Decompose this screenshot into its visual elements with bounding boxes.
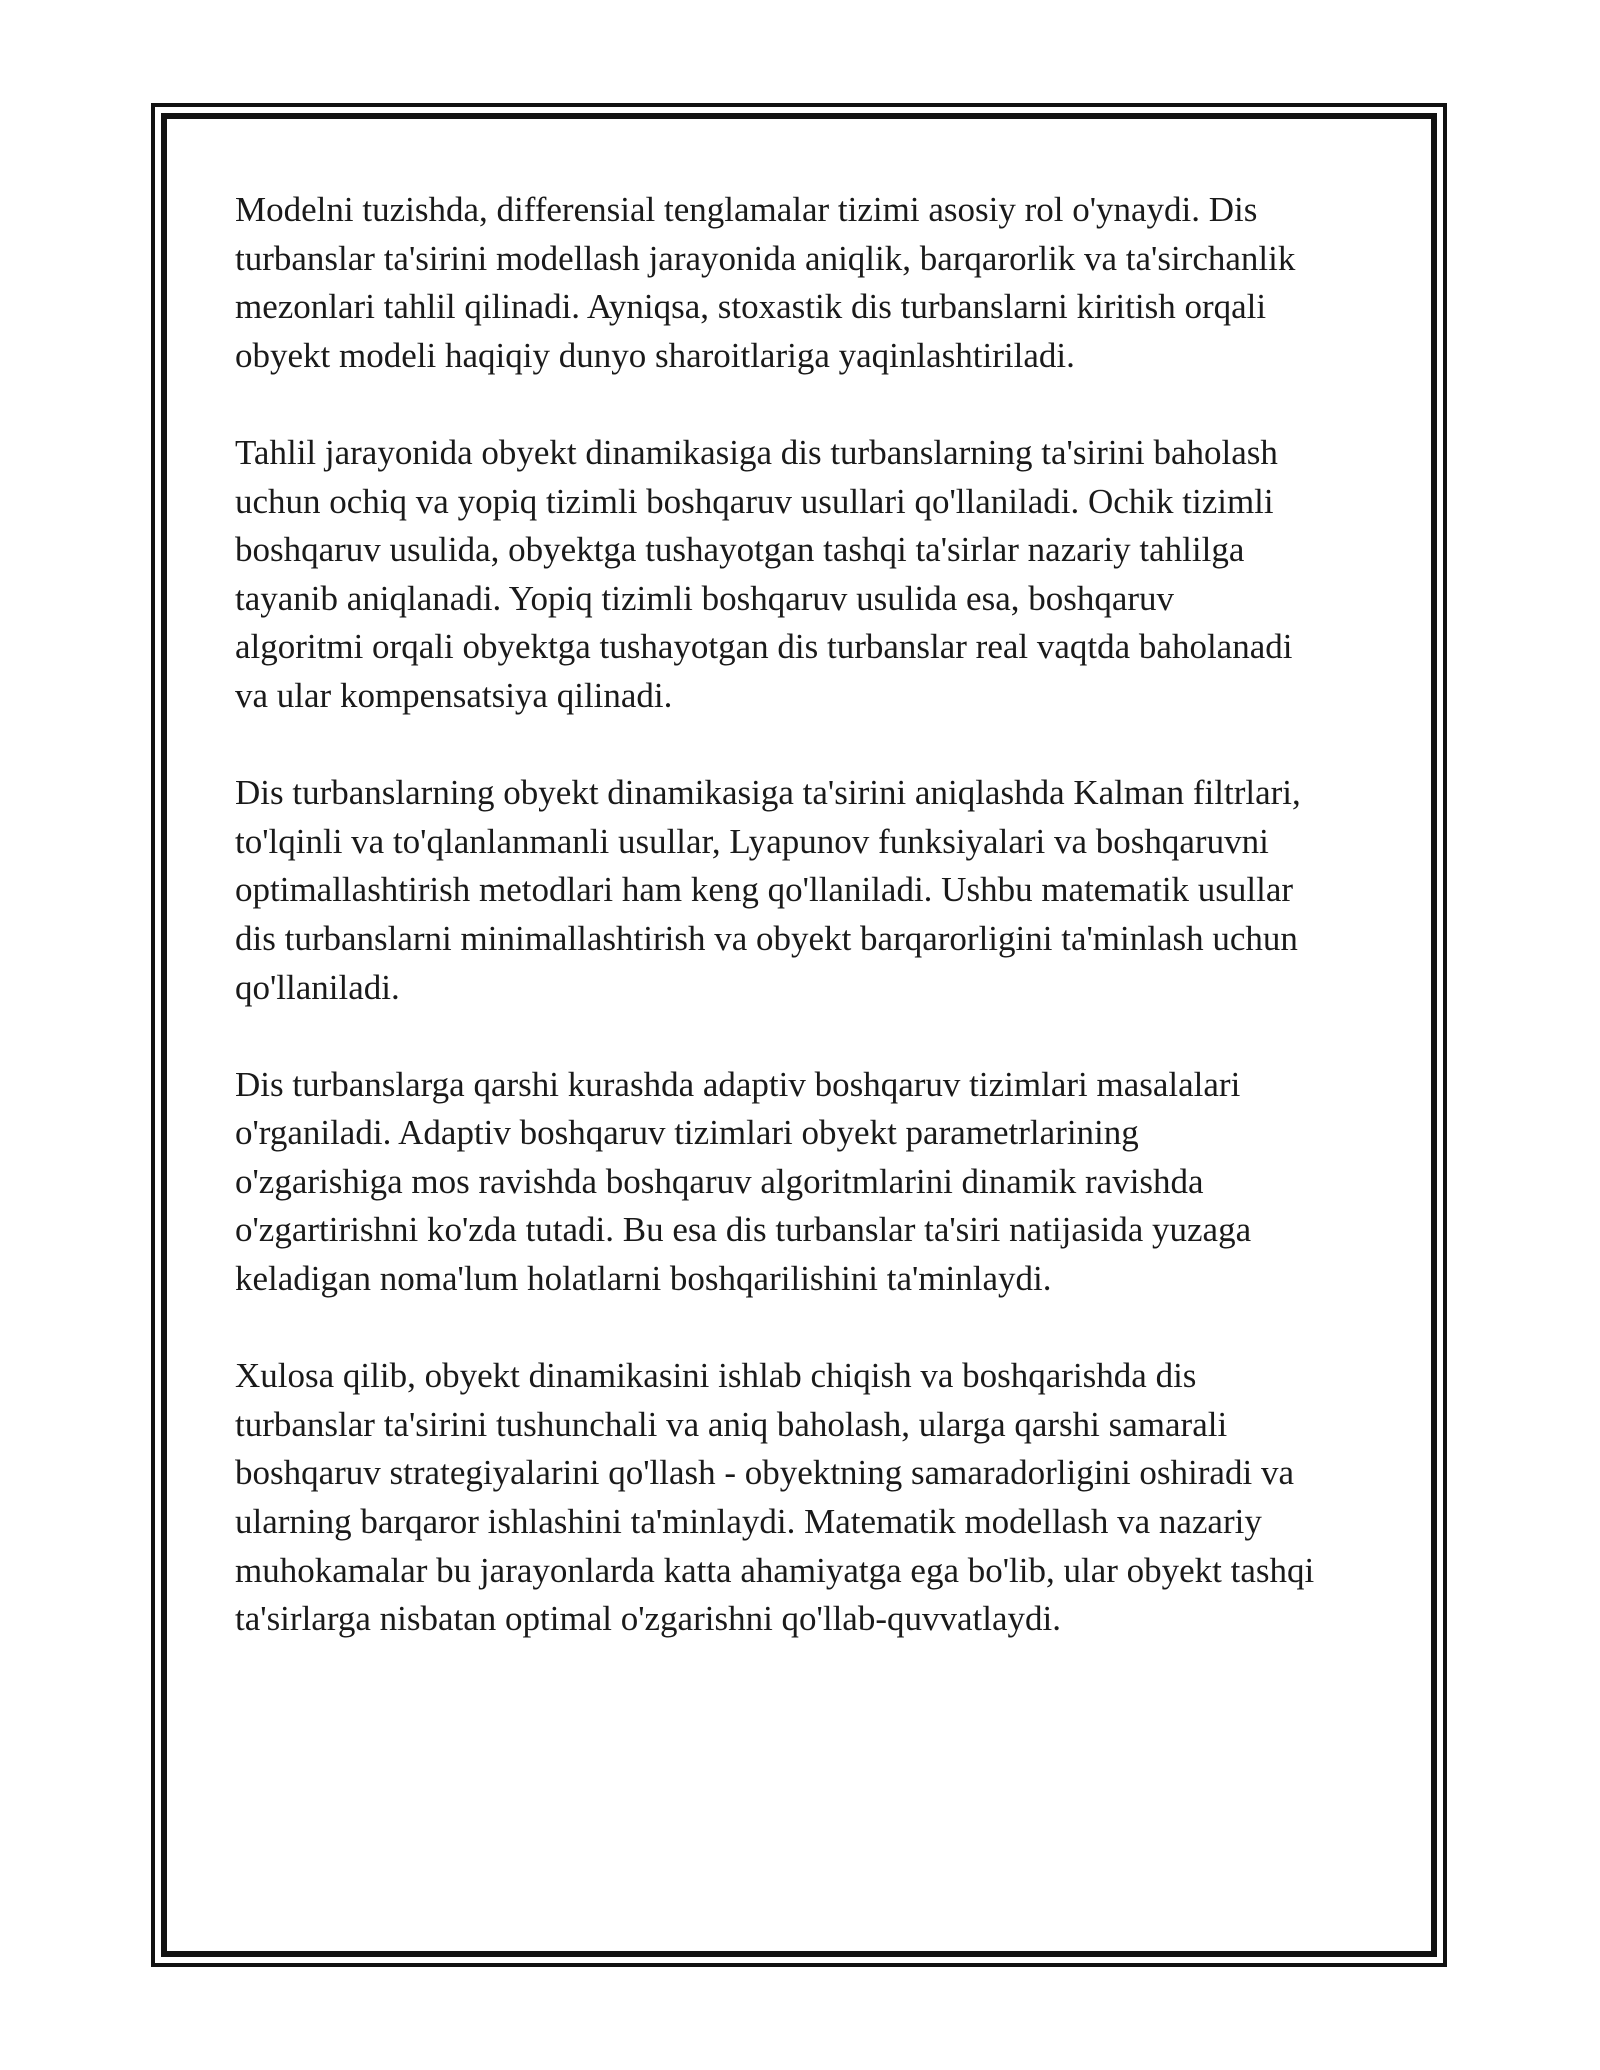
text-line: va ular kompensatsiya qilinadi. (235, 675, 673, 715)
paragraph-5 (235, 1352, 1385, 1644)
text-line: turbanslar ta'sirini tushunchali va aniq baholash, ularga qarshi samarali (235, 1404, 1228, 1444)
text-line: mezonlari tahlil qilinadi. Ayniqsa, stoxastik dis turbanslarni kiritish orqali (235, 287, 1267, 327)
text-line: to'lqinli va to'qlanlanmanli usullar, Lyapunov funksiyalari va boshqaruvni (235, 821, 1269, 861)
document-body (235, 186, 1385, 1692)
text-line: o'zgarishiga mos ravishda boshqaruv algoritmlarini dinamik ravishda (235, 1161, 1204, 1201)
text-line: turbanslar ta'sirini modellash jarayonida aniqlik, barqarorlik va ta'sirchanlik (235, 238, 1296, 278)
text-line: Tahlil jarayonida obyekt dinamikasiga dis turbanslarning ta'sirini baholash (235, 432, 1278, 472)
text-line: boshqaruv usulida, obyektga tushayotgan tashqi ta'sirlar nazariy tahlilga (235, 530, 1245, 570)
text-line: optimallashtirish metodlari ham keng qo'llaniladi. Ushbu matematik usullar (235, 870, 1294, 910)
text-line: keladigan noma'lum holatlarni boshqarilishini ta'minlaydi. (235, 1259, 1052, 1299)
text-line: ta'sirlarga nisbatan optimal o'zgarishni qo'llab-quvvatlaydi. (235, 1599, 1061, 1639)
paragraph-2 (235, 429, 1385, 721)
paragraph-4 (235, 1061, 1385, 1304)
text-line: Modelni tuzishda, differensial tenglamalar tizimi asosiy rol o'ynaydi. Dis (235, 190, 1258, 229)
text-line: Dis turbanslarga qarshi kurashda adaptiv boshqaruv tizimlari masalalari (235, 1064, 1241, 1104)
text-line: muhokamalar bu jarayonlarda katta ahamiyatga ega bo'lib, ular obyekt tashqi (235, 1550, 1315, 1590)
text-line: obyekt modeli haqiqiy dunyo sharoitlariga yaqinlashtiriladi. (235, 335, 1075, 375)
text-line: tayanib aniqlanadi. Yopiq tizimli boshqaruv usulida esa, boshqaruv (235, 578, 1175, 618)
paragraph-1 (235, 186, 1385, 380)
text-line: o'zgartirishni ko'zda tutadi. Bu esa dis turbanslar ta'siri natijasida yuzaga (235, 1210, 1252, 1250)
text-line: Xulosa qilib, obyekt dinamikasini ishlab chiqish va boshqarishda dis (235, 1356, 1197, 1396)
text-line: o'rganiladi. Adaptiv boshqaruv tizimlari obyekt parametrlarining (235, 1113, 1139, 1153)
text-line: ularning barqaror ishlashini ta'minlaydi. Matematik modellash va nazariy (235, 1502, 1262, 1542)
text-line: qo'llaniladi. (235, 967, 400, 1007)
text-line: boshqaruv strategiyalarini qo'llash - obyektning samaradorligini oshiradi va (235, 1453, 1294, 1493)
text-line: algoritmi orqali obyektga tushayotgan dis turbanslar real vaqtda baholanadi (235, 627, 1293, 667)
text-line: Dis turbanslarning obyekt dinamikasiga ta'sirini aniqlashda Kalman filtrlari, (235, 773, 1301, 813)
paragraph-3 (235, 769, 1385, 1012)
text-line: dis turbanslarni minimallashtirish va obyekt barqarorligini ta'minlash uchun (235, 918, 1298, 958)
text-line: uchun ochiq va yopiq tizimli boshqaruv usullari qo'llaniladi. Ochik tizimli (235, 481, 1274, 521)
